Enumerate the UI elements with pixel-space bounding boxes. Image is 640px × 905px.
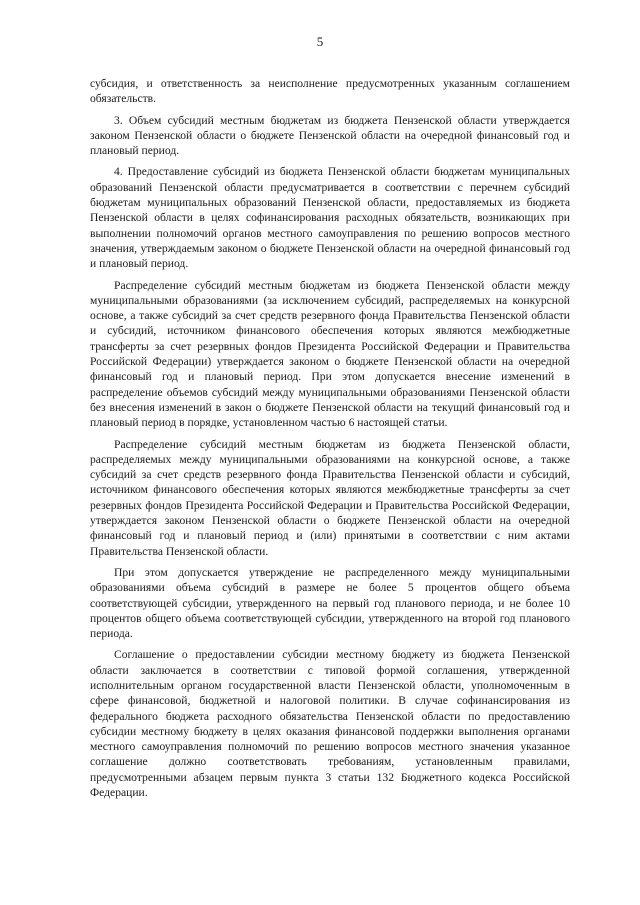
document-body [90, 76, 570, 806]
paragraph-agreement: Соглашение о предоставлении субсидии местному бюджету из бюджета Пензенской области заключается в соответствии с типовой формой соглашения, утвержденной исполнительным органом государственной власти Пензенской области, уполномоченным в сфере финансовой, бюджетной и налоговой политики. В случае софинансирования из федерального бюджета расходного обязательства Пензенской области по предоставлению субсидии местному бюджету в целях оказания финансовой поддержки выполнения органами местного самоуправления полномочий по решению вопросов местного значения указанное соглашение должно соответствовать требованиям, установленным правилами, предусмотренными абзацем первым пункта 3 статьи 132 Бюджетного кодекса Российской Федерации. [90, 648, 570, 800]
paragraph-continuation: субсидия, и ответственность за неисполнение предусмотренных указанным соглашением обязательств. [90, 77, 570, 106]
paragraph-item-4: 4. Предоставление субсидий из бюджета Пензенской области бюджетам муниципальных образований Пензенской области предусматривается в соответствии с перечнем субсидий бюджетам муниципальных образований Пензенской области, предоставляемых из бюджета Пензенской области в целях софинансирования расходных обязательств, возникающих при выполнении полномочий органов местного самоуправления по решению вопросов местного значения, утверждаемым законом о бюджете Пензенской области на очередной финансовый год и плановый период. [90, 165, 570, 271]
paragraph-undistributed-volume: При этом допускается утверждение не распределенного между муниципальными образованиями объема субсидий в размере не более 5 процентов общего объема соответствующей субсидии, утвержденного на первый год планового периода, и не более 10 процентов общего объема соответствующей субсидии, утвержденного на второй год планового периода. [90, 565, 570, 641]
paragraph-item-3: 3. Объем субсидий местным бюджетам из бюджета Пензенской области утверждается законом Пензенской области о бюджете Пензенской области на очередной финансовый год и плановый период. [90, 113, 570, 158]
paragraph-competitive-distribution: Распределение субсидий местным бюджетам из бюджета Пензенской области, распределяемых между муниципальными образованиями на конкурсной основе, а также субсидий за счет средств резервного фонда Правительства Пензенской области и субсидий, источником финансового обеспечения которых являются межбюджетные трансферты за счет резервных фондов Президента Российской Федерации и Правительства Российской Федерации, утверждается законом Пензенской области о бюджете Пензенской области на очередной финансовый год и плановый период и (или) принятыми в соответствии с ним актами Правительства Пензенской области. [90, 437, 570, 558]
paragraph-distribution: Распределение субсидий местным бюджетам из бюджета Пензенской области между муниципальными образованиями (за исключением субсидий, распределяемых на конкурсной основе, а также субсидий за счет средств резервного фонда Правительства Пензенской области и субсидий, источником финансового обеспечения которых являются межбюджетные трансферты за счет резервных фондов Президента Российской Федерации и Правительства Российской Федерации) утверждается законом о бюджете Пензенской области на очередной финансовый год и плановый период. При этом допускается внесение изменений в распределение объемов субсидий между муниципальными образованиями Пензенской области без внесения изменений в закон о бюджете Пензенской области на текущий финансовый год и плановый период в порядке, установленном частью 6 настоящей статьи. [90, 278, 570, 430]
page-number: 5 [316, 34, 324, 49]
